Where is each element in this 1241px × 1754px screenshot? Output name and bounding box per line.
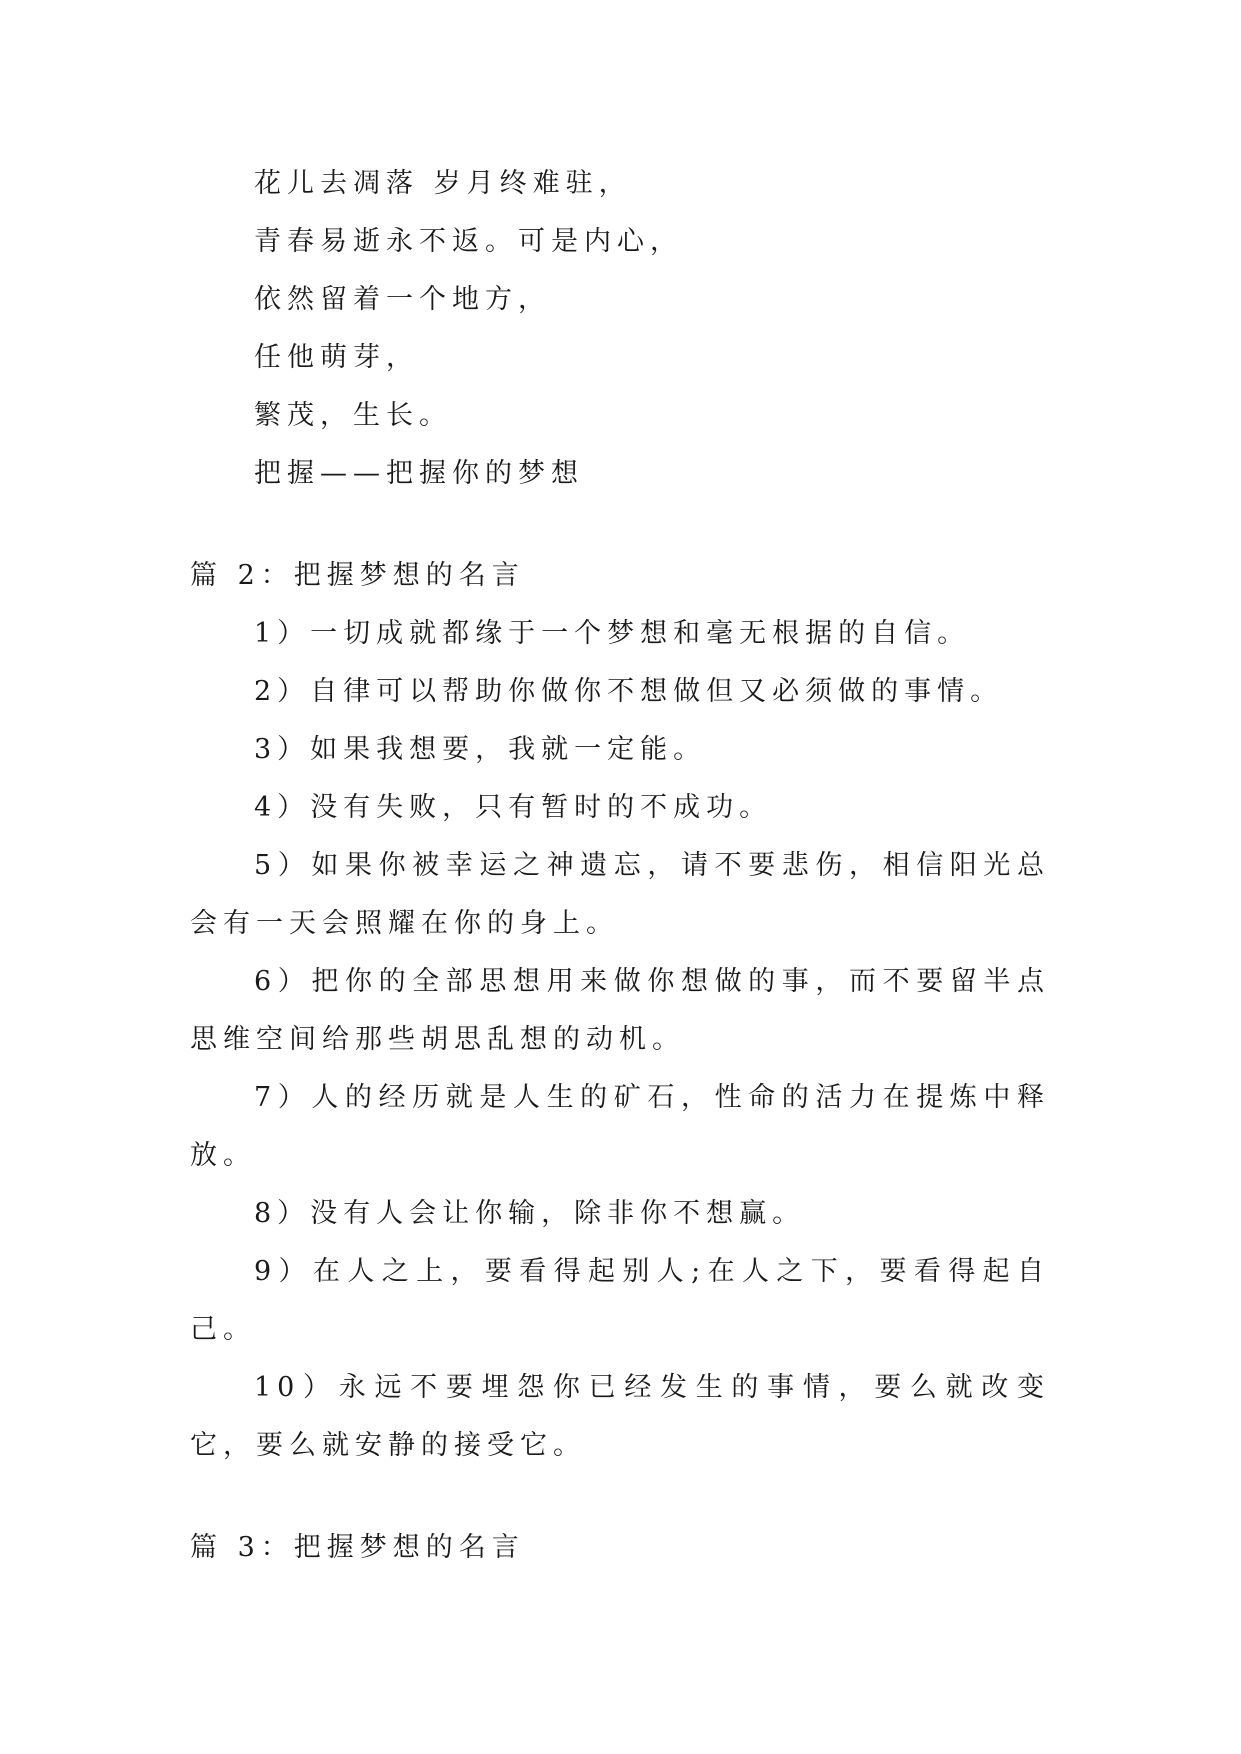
section-3 [190,1519,1050,1577]
section-spacer [190,1475,1050,1519]
quote-item: 2）自律可以帮助你做你不想做但又必须做的事情。 [254,676,1004,707]
poem-line: 花儿去凋落 岁月终难驻， [254,168,632,199]
poem-line: 把握——把握你的梦想 [254,458,584,489]
section-heading: 篇 3：把握梦想的名言 [190,1532,525,1563]
poem-line: 任他萌芽， [254,342,419,373]
quote-item: 4）没有失败，只有暂时的不成功。 [254,792,773,823]
quote-item: 8）没有人会让你输，除非你不想赢。 [254,1198,806,1229]
quote-item: 1）一切成就都缘于一个梦想和毫无根据的自信。 [254,618,971,649]
document-body [190,155,1050,1577]
poem-line: 繁茂，生长。 [254,400,452,431]
quote-item: 9）在人之上，要看得起别人;在人之下，要看得起自己。 [190,1256,1050,1345]
section-spacer [190,503,1050,547]
quote-item: 3）如果我想要，我就一定能。 [254,734,707,765]
section-2 [190,547,1050,1475]
quote-item: 5）如果你被幸运之神遗忘，请不要悲伤，相信阳光总会有一天会照耀在你的身上。 [190,850,1050,939]
quote-item: 6）把你的全部思想用来做你想做的事，而不要留半点思维空间给那些胡思乱想的动机。 [190,966,1050,1055]
quote-item: 7）人的经历就是人生的矿石，性命的活力在提炼中释放。 [190,1082,1050,1171]
section-heading: 篇 2：把握梦想的名言 [190,560,525,591]
poem-line: 依然留着一个地方， [254,284,551,315]
quote-item: 10）永远不要埋怨你已经发生的事情，要么就改变它，要么就安静的接受它。 [190,1372,1050,1461]
poem [190,155,1050,503]
poem-line: 青春易逝永不返。可是内心， [254,226,683,257]
